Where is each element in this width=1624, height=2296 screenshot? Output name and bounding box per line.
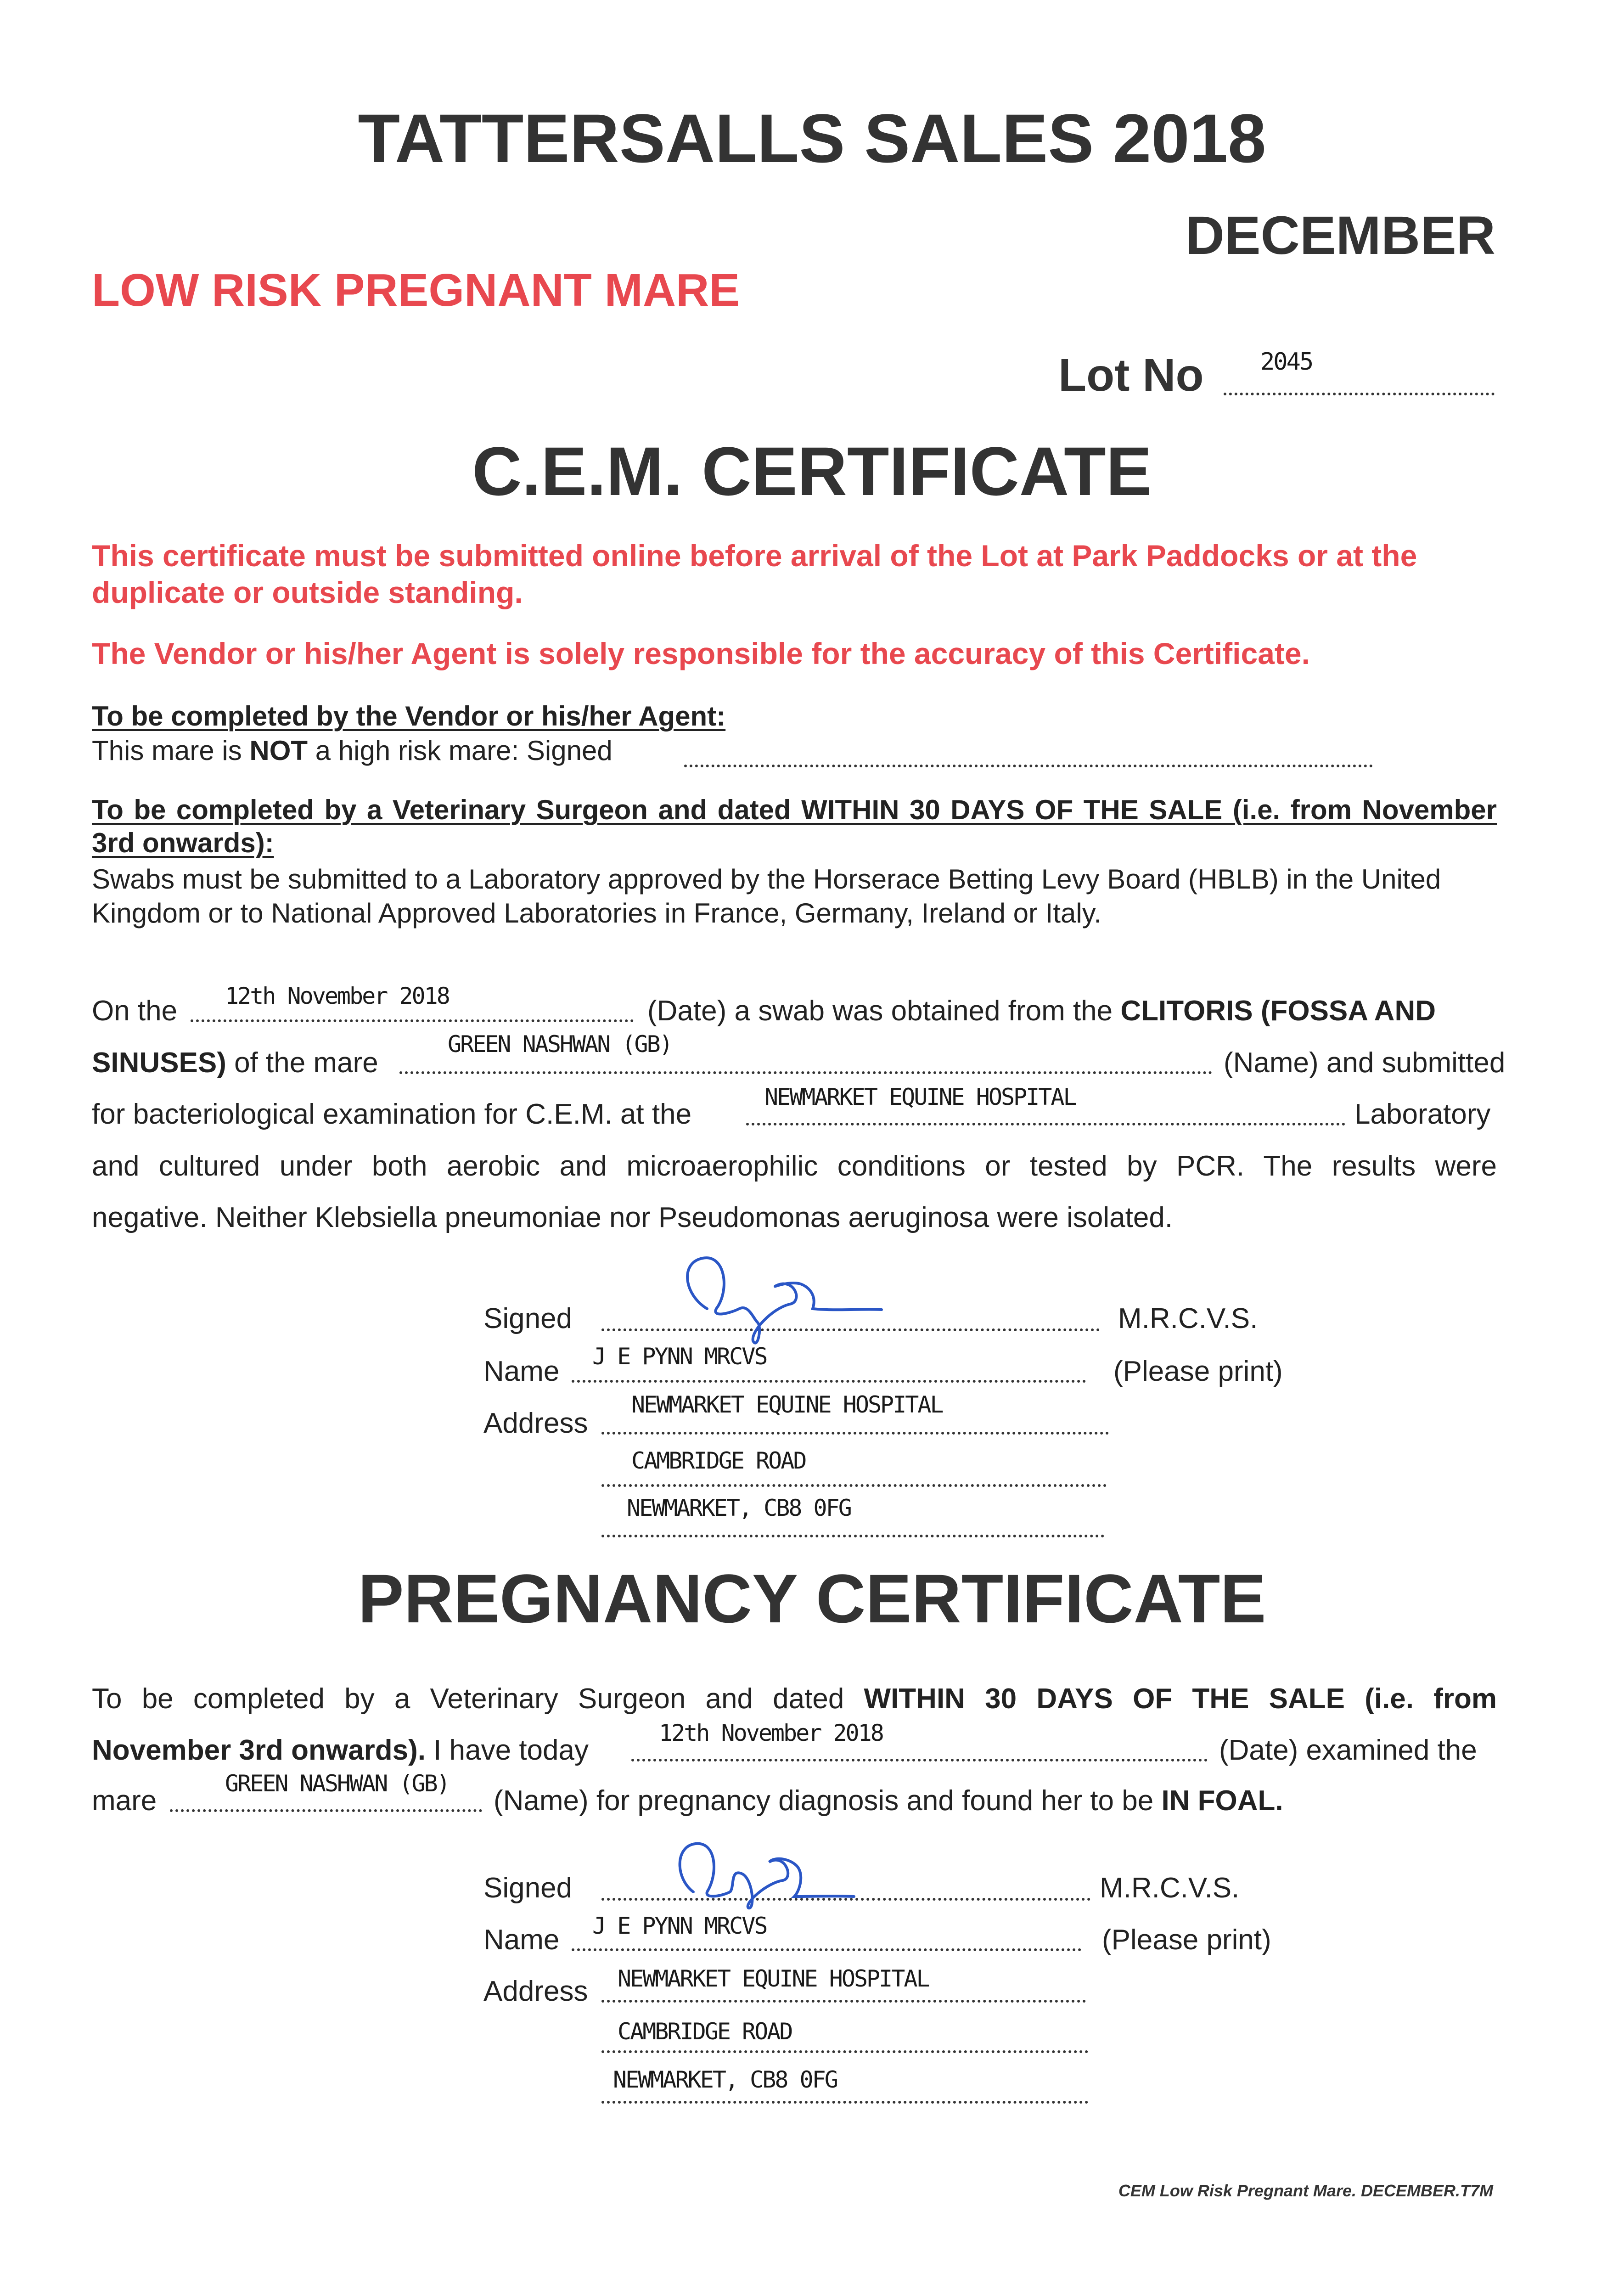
vet-heading: To be completed by a Veterinary Surgeon and dated WITHIN 30 DAYS OF THE SALE (i.e. from November 3rd onwards): — [92, 794, 1497, 858]
preg-line-1 — [92, 1682, 1497, 1716]
preg-mare-name: GREEN NASHWAN (GB) — [225, 1770, 449, 1797]
cem-lab-name: NEWMARKET EQUINE HOSPITAL — [764, 1084, 1076, 1110]
cem-date-suffix — [647, 994, 1436, 1028]
in-foal-text: IN FOAL. — [1161, 1785, 1283, 1817]
cem-name-label: Name — [483, 1356, 560, 1387]
vendor-line-bold: NOT — [249, 735, 308, 766]
preg-line2-bold: November 3rd onwards). — [92, 1734, 426, 1766]
vendor-line-post: a high risk mare: Signed — [308, 735, 613, 766]
cem-vet-name-line — [572, 1380, 1086, 1383]
on-the-label: On the — [92, 995, 178, 1027]
category-label: LOW RISK PREGNANT MARE — [92, 264, 740, 316]
laboratory-text: Laboratory — [1354, 1098, 1491, 1130]
preg-line1-bold: WITHIN 30 DAYS OF THE SALE (i.e. from — [864, 1683, 1497, 1715]
cem-date-line — [191, 1019, 634, 1022]
preg-line-2-start — [92, 1733, 589, 1767]
footer-reference: CEM Low Risk Pregnant Mare. DECEMBER.T7M — [1118, 2181, 1493, 2200]
cem-lab-line — [746, 1123, 1345, 1125]
preg-address-2: CAMBRIDGE ROAD — [618, 2018, 792, 2045]
preg-date-line — [631, 1759, 1208, 1761]
preg-line2-post: I have today — [433, 1734, 589, 1766]
preg-name-label: Name — [483, 1924, 560, 1956]
cem-vet-name: J E PYNN MRCVS — [592, 1343, 767, 1370]
cem-results-line: and cultured under both aerobic and microaerophilic conditions or tested by PCR. The results were — [92, 1150, 1497, 1182]
for-bact-text: for bacteriological examination for C.E.M. at the — [92, 1098, 692, 1130]
cem-address-1: NEWMARKET EQUINE HOSPITAL — [631, 1391, 943, 1418]
pregnancy-title: PREGNANCY CERTIFICATE — [358, 1560, 1266, 1637]
swab-instructions: Swabs must be submitted to a Laboratory approved by the Horserace Betting Levy Board (HBLB) in the United Kingdom or to National Approved Laboratories in France, Germany, Ireland or Italy. — [92, 864, 1441, 929]
cem-title: C.E.M. CERTIFICATE — [472, 433, 1152, 510]
vendor-declaration — [92, 735, 613, 766]
lot-label: Lot No — [1058, 349, 1204, 401]
preg-mare-line — [170, 1809, 482, 1812]
preg-please-print: (Please print) — [1102, 1924, 1271, 1956]
preg-name-suffix: (Name) for pregnancy diagnosis and found her to be — [494, 1785, 1154, 1817]
preg-vet-name-line — [572, 1948, 1081, 1951]
cem-address-label: Address — [483, 1407, 588, 1439]
date-suffix-text: (Date) a swab was obtained from the — [647, 995, 1113, 1027]
preg-signed-label: Signed — [483, 1872, 573, 1904]
cem-signed-label: Signed — [483, 1303, 573, 1334]
cem-warning-2: The Vendor or his/her Agent is solely responsible for the accuracy of this Certificate. — [92, 636, 1310, 670]
sinuses-text: SINUSES) — [92, 1047, 226, 1079]
preg-address-line-1 — [601, 2000, 1086, 2003]
cem-address-line-3 — [601, 1535, 1104, 1537]
cem-date-value: 12th November 2018 — [225, 983, 449, 1009]
vendor-line-pre: This mare is — [92, 735, 250, 766]
preg-address-line-2 — [601, 2050, 1088, 2053]
sinuses-line-start — [92, 1046, 378, 1080]
lot-number: 2045 — [1260, 348, 1313, 376]
document-title: TATTERSALLS SALES 2018 — [358, 100, 1266, 177]
cem-mare-name: GREEN NASHWAN (GB) — [448, 1031, 672, 1058]
cem-address-3: NEWMARKET, CB8 0FG — [627, 1495, 851, 1521]
preg-mare-label: mare — [92, 1785, 157, 1817]
cem-name-suffix: (Name) and submitted — [1224, 1047, 1506, 1079]
preg-address-1: NEWMARKET EQUINE HOSPITAL — [618, 1965, 929, 1992]
clitoris-text: CLITORIS (FOSSA AND — [1120, 995, 1436, 1027]
cem-address-line-2 — [601, 1484, 1107, 1487]
vendor-heading: To be completed by the Vendor or his/her Agent: — [92, 701, 726, 732]
cem-address-2: CAMBRIDGE ROAD — [631, 1447, 806, 1474]
cem-address-line-1 — [601, 1432, 1109, 1435]
preg-vet-name: J E PYNN MRCVS — [592, 1913, 767, 1939]
cem-warning-1: This certificate must be submitted online before arrival of the Lot at Park Paddocks or at the duplicate or outside standing. — [92, 539, 1417, 609]
preg-address-label: Address — [483, 1975, 588, 2007]
cem-signature — [666, 1240, 905, 1359]
preg-mrcvs: M.R.C.V.S. — [1100, 1872, 1240, 1904]
cem-please-print: (Please print) — [1113, 1356, 1283, 1387]
preg-date-suffix: (Date) examined the — [1219, 1734, 1477, 1766]
preg-line1-pre: To be completed by a Veterinary Surgeon and dated — [92, 1683, 844, 1715]
cem-mrcvs: M.R.C.V.S. — [1118, 1303, 1258, 1334]
preg-date-value: 12th November 2018 — [659, 1720, 883, 1746]
cem-isolation-line: negative. Neither Klebsiella pneumoniae nor Pseudomonas aeruginosa were isolated. — [92, 1202, 1173, 1233]
cem-mare-line — [399, 1071, 1212, 1074]
vendor-signature-line — [684, 765, 1373, 767]
sale-month: DECEMBER — [1185, 205, 1495, 266]
lot-number-line — [1224, 393, 1495, 395]
preg-name-suffix-line — [494, 1784, 1283, 1818]
preg-address-line-3 — [601, 2101, 1088, 2104]
of-the-mare-text: of the mare — [234, 1047, 378, 1079]
preg-address-3: NEWMARKET, CB8 0FG — [613, 2066, 837, 2093]
